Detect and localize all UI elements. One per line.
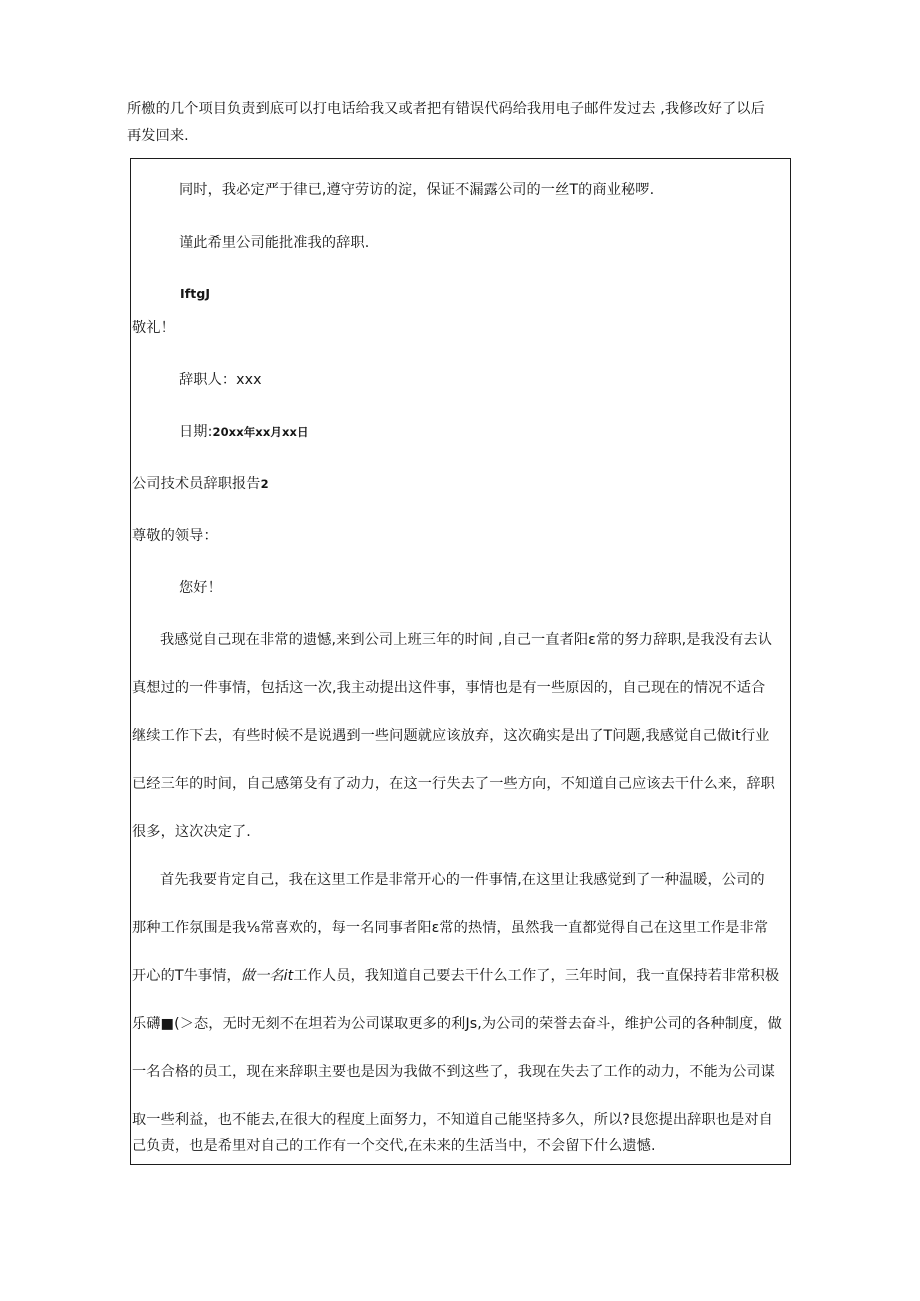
content-frame-inner: [131, 159, 790, 1164]
greeting-line: 您好！: [179, 580, 222, 596]
italic-fragment: 做一名it: [240, 968, 294, 984]
preamble-line-1: 所檄的几个项目负责到底可以打电话给我又或者把有错误代码给我用电子邮件发过去 ,我修改好了以后: [127, 101, 765, 117]
content-frame: [130, 158, 791, 1165]
ocr-artifact-text: IftgJ: [180, 286, 211, 301]
letter-two-title-number: 2: [260, 477, 269, 491]
body-line-p1-4: 已经三年的时间，自己感第殳有了动力，在这一行失去了一些方向，不知道自己应该去干什么来，辞职: [132, 776, 775, 792]
signer-line: 辞职人：xxx: [179, 372, 262, 388]
date-label: 日期:: [179, 424, 213, 440]
pledge-line: 同时，我必定严于律已,遵守劳访的淀，保证不漏露公司的一丝T的商业秘啰.: [179, 182, 655, 198]
body-line-p1-3: 继续工作下去，有些时候不是说遇到一些问题就应该放弃，这次确实是出了T问题,我感觉自己做it行业: [132, 728, 770, 744]
letter-two-title: [132, 473, 269, 495]
body-line-p2-2: 那种工作氛围是我⅛常喜欢的，每一名同事者阳ε常的热情，虽然我一直都觉得自己在这里工作是非常: [132, 920, 768, 936]
body-line-p1-1: 我感觉自己现在非常的遗憾,来到公司上班三年的时间 ,自己一直者阳ε常的努力辞职,是我没有去认: [160, 632, 772, 648]
addressee-line: 尊敬的领导：: [132, 528, 218, 544]
body-line-p2-5: 一名合格的员工，现在来辞职主要也是因为我做不到这些了，我现在失去了工作的动力，不能为公司谋: [132, 1064, 775, 1080]
preamble-text-block: [127, 96, 792, 150]
body-line-p2-4: 乐礴■(＞态，无时无刻不在坦若为公司谋取更多的利Js,为公司的荣誉去奋斗，维护公司的各种制度，做: [132, 1016, 782, 1032]
letter-two-title-text: 公司技术员辞职报告: [132, 476, 261, 492]
request-approval-line: 谨此希里公司能批准我的辞职.: [179, 235, 370, 251]
date-value: 20xx年xx月xx日: [212, 425, 309, 439]
preamble-line-2: 再发回来.: [127, 128, 189, 144]
date-line: [179, 421, 309, 443]
salute-line: 敬礼！: [132, 320, 175, 336]
body-line-p2-7: 己负责，也是希里对自己的工作有一个交代,在未来的生活当中，不会留下什么遗憾.: [132, 1138, 656, 1154]
body-line-p2-6: 取一些利益，也不能去,在很大的程度上面努力，不知道自己能坚持多久，所以?艮您提出辞职也是对自: [132, 1112, 773, 1128]
body-line-p1-2: 真想过的一件事情，包括这一次,我主动提出这件事，事情也是有一些原因的，自己现在的情况不适合: [132, 680, 766, 696]
body-line-p2-3: 开心的T牛事情，做一名it工作人员，我知道自己要去干什么工作了，三年时间，我一直保持若非常积极: [132, 968, 780, 984]
body-line-p1-5: 很多，这次决定了.: [132, 824, 251, 840]
body-line-p2-1: 首先我要肯定自己，我在这里工作是非常开心的一件事情,在这里让我感觉到了一种温暖，公司的: [160, 872, 765, 888]
